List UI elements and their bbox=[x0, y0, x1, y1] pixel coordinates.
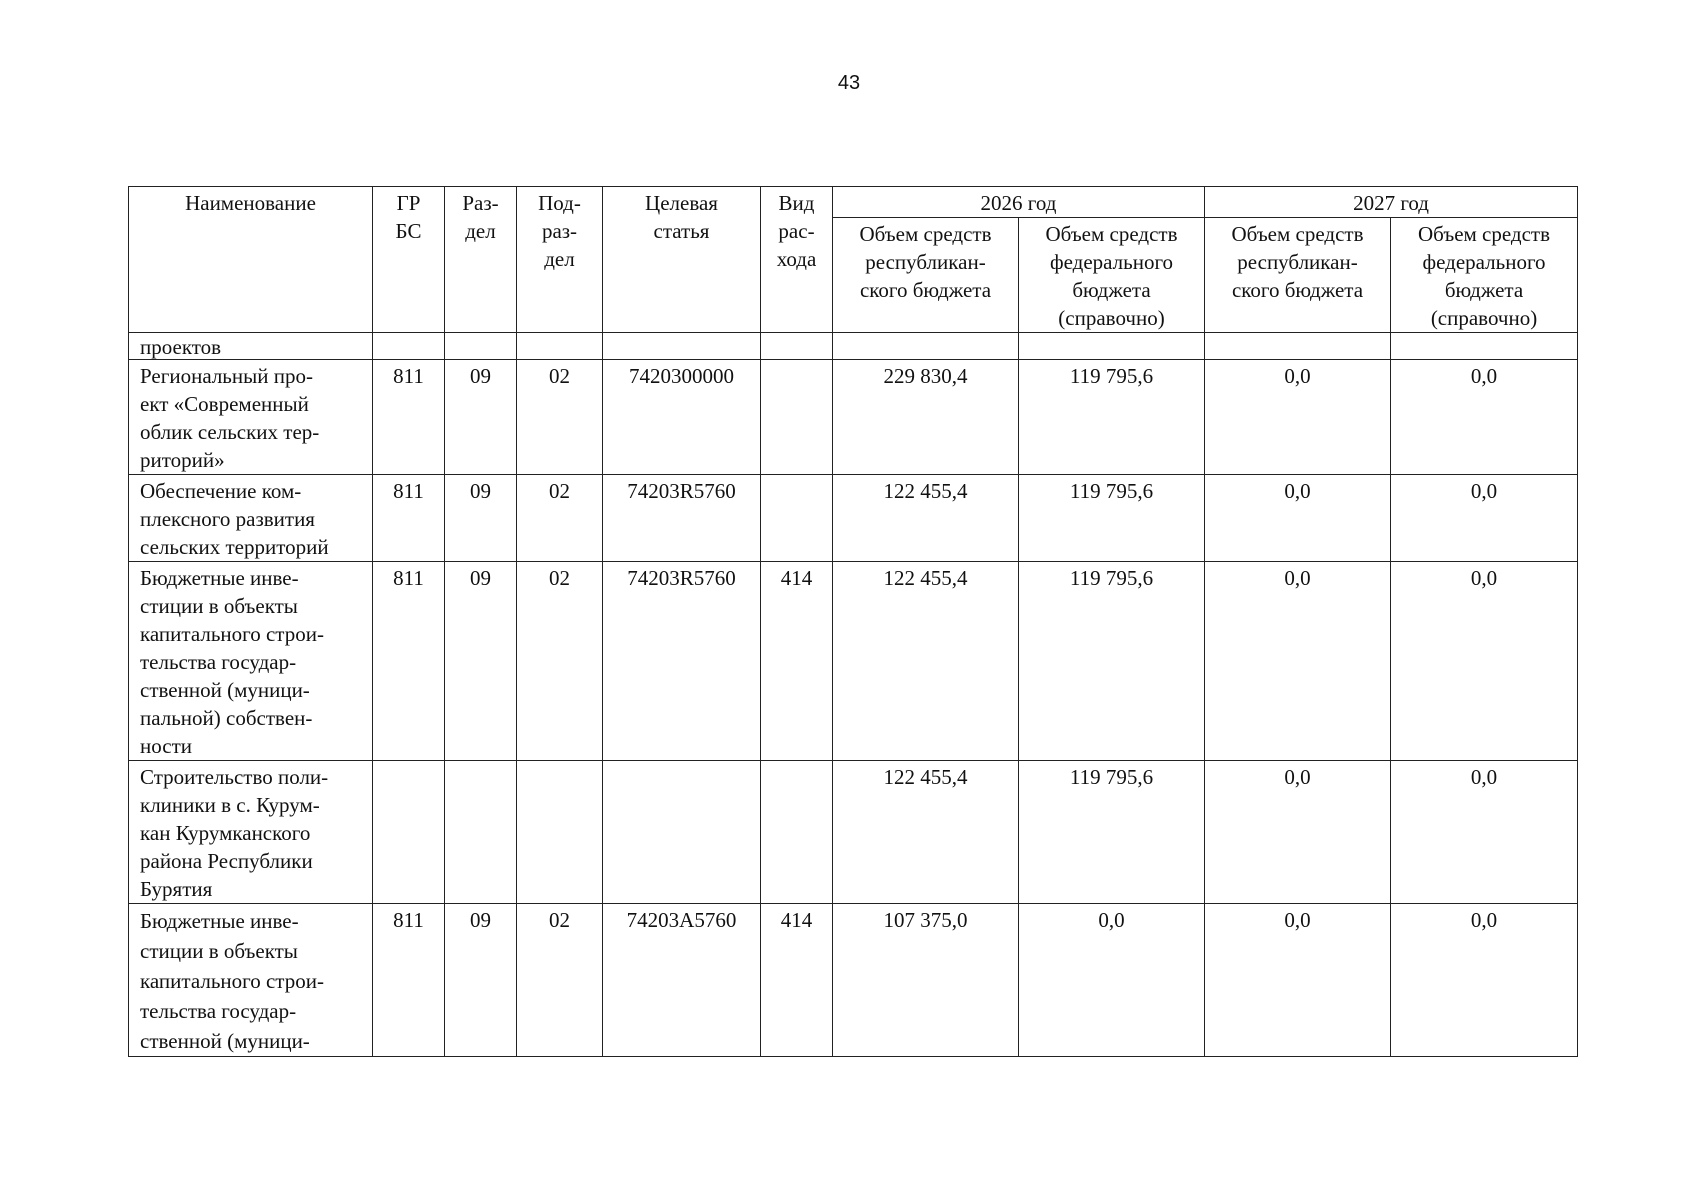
header-rep-2027-label: Объем средств республикан- ского бюджета bbox=[1231, 222, 1364, 302]
cell-vid bbox=[761, 360, 833, 475]
header-name bbox=[129, 187, 373, 333]
cell-fed-2026: 0,0 bbox=[1019, 904, 1205, 1057]
cell-celevaya: 74203R5760 bbox=[603, 562, 761, 761]
header-celevaya-label: Целевая статья bbox=[645, 191, 718, 243]
cell-fed-2026: 119 795,6 bbox=[1019, 360, 1205, 475]
header-name-label: Наименование bbox=[185, 191, 316, 215]
cell-podrazdel: 02 bbox=[517, 360, 603, 475]
header-fed-2026 bbox=[1019, 218, 1205, 333]
cell-podrazdel: 02 bbox=[517, 562, 603, 761]
cell-name bbox=[129, 475, 373, 562]
cell-razdel: 09 bbox=[445, 475, 517, 562]
cell-name-text: Обеспечение ком- плексного развития сельских территорий bbox=[140, 479, 329, 559]
cell-fed-2026: 119 795,6 bbox=[1019, 562, 1205, 761]
cell-grbs bbox=[373, 333, 445, 360]
cell-vid: 414 bbox=[761, 904, 833, 1057]
cell-razdel: 09 bbox=[445, 360, 517, 475]
header-row-top bbox=[129, 187, 1578, 218]
header-year-2027 bbox=[1205, 187, 1578, 218]
cell-rep-2026: 122 455,4 bbox=[833, 761, 1019, 904]
cell-rep-2027: 0,0 bbox=[1205, 904, 1391, 1057]
cell-name-text: Бюджетные инве- стиции в объекты капитального строи- тельства государ- ственной (муници- bbox=[140, 909, 324, 1053]
header-year-2026 bbox=[833, 187, 1205, 218]
table-row bbox=[129, 761, 1578, 904]
table-header bbox=[129, 187, 1578, 333]
header-grbs-label: ГР БС bbox=[395, 191, 422, 243]
cell-fed-2027: 0,0 bbox=[1391, 562, 1578, 761]
cell-name-text: Бюджетные инве- стиции в объекты капитального строи- тельства государ- ственной (муници- пальной) собствен- ности bbox=[140, 566, 324, 758]
cell-rep-2026: 122 455,4 bbox=[833, 475, 1019, 562]
cell-vid bbox=[761, 475, 833, 562]
cell-celevaya: 74203A5760 bbox=[603, 904, 761, 1057]
header-rep-2026 bbox=[833, 218, 1019, 333]
header-podrazdel bbox=[517, 187, 603, 333]
table-row bbox=[129, 904, 1578, 1057]
cell-rep-2026: 229 830,4 bbox=[833, 360, 1019, 475]
cell-fed-2027: 0,0 bbox=[1391, 761, 1578, 904]
cell-name bbox=[129, 904, 373, 1057]
cell-razdel: 09 bbox=[445, 562, 517, 761]
cell-rep-2027: 0,0 bbox=[1205, 360, 1391, 475]
cell-grbs: 811 bbox=[373, 360, 445, 475]
cell-grbs: 811 bbox=[373, 562, 445, 761]
cell-celevaya bbox=[603, 333, 761, 360]
cell-fed-2027: 0,0 bbox=[1391, 360, 1578, 475]
header-podrazdel-label: Под- раз- дел bbox=[538, 191, 581, 271]
cell-vid bbox=[761, 333, 833, 360]
cell-fed-2027: 0,0 bbox=[1391, 475, 1578, 562]
cell-podrazdel bbox=[517, 333, 603, 360]
cell-rep-2026: 122 455,4 bbox=[833, 562, 1019, 761]
cell-vid bbox=[761, 761, 833, 904]
cell-vid: 414 bbox=[761, 562, 833, 761]
header-fed-2026-label: Объем средств федерального бюджета (справочно) bbox=[1045, 222, 1178, 330]
cell-rep-2027: 0,0 bbox=[1205, 475, 1391, 562]
header-celevaya bbox=[603, 187, 761, 333]
header-year-2027-label: 2027 год bbox=[1353, 191, 1429, 215]
header-razdel-label: Раз- дел bbox=[462, 191, 499, 243]
cell-fed-2026 bbox=[1019, 333, 1205, 360]
table-body bbox=[129, 333, 1578, 1057]
header-fed-2027-label: Объем средств федерального бюджета (справочно) bbox=[1418, 222, 1551, 330]
header-fed-2027 bbox=[1391, 218, 1578, 333]
cell-rep-2027: 0,0 bbox=[1205, 562, 1391, 761]
cell-name-text: Региональный про- ект «Современный облик сельских тер- риторий» bbox=[140, 364, 320, 472]
table-row bbox=[129, 360, 1578, 475]
table-row bbox=[129, 333, 1578, 360]
cell-rep-2027: 0,0 bbox=[1205, 761, 1391, 904]
cell-grbs: 811 bbox=[373, 904, 445, 1057]
cell-fed-2026: 119 795,6 bbox=[1019, 475, 1205, 562]
cell-fed-2027 bbox=[1391, 333, 1578, 360]
header-rep-2026-label: Объем средств республикан- ского бюджета bbox=[859, 222, 992, 302]
cell-name bbox=[129, 761, 373, 904]
cell-name: проектов bbox=[129, 333, 373, 360]
cell-grbs: 811 bbox=[373, 475, 445, 562]
header-rep-2027 bbox=[1205, 218, 1391, 333]
cell-name bbox=[129, 562, 373, 761]
cell-podrazdel: 02 bbox=[517, 475, 603, 562]
cell-razdel: 09 bbox=[445, 904, 517, 1057]
cell-fed-2026: 119 795,6 bbox=[1019, 761, 1205, 904]
cell-name bbox=[129, 360, 373, 475]
header-vid bbox=[761, 187, 833, 333]
cell-celevaya: 74203R5760 bbox=[603, 475, 761, 562]
cell-rep-2026 bbox=[833, 333, 1019, 360]
cell-celevaya bbox=[603, 761, 761, 904]
header-vid-label: Вид рас- хода bbox=[776, 191, 817, 271]
cell-fed-2027: 0,0 bbox=[1391, 904, 1578, 1057]
cell-podrazdel bbox=[517, 761, 603, 904]
cell-podrazdel: 02 bbox=[517, 904, 603, 1057]
cell-grbs bbox=[373, 761, 445, 904]
cell-rep-2027 bbox=[1205, 333, 1391, 360]
cell-razdel bbox=[445, 333, 517, 360]
page-number: 43 bbox=[837, 72, 861, 94]
table-row bbox=[129, 475, 1578, 562]
cell-rep-2026: 107 375,0 bbox=[833, 904, 1019, 1057]
header-year-2026-label: 2026 год bbox=[980, 191, 1057, 215]
cell-celevaya: 7420300000 bbox=[603, 360, 761, 475]
table-row bbox=[129, 562, 1578, 761]
budget-table bbox=[128, 186, 1578, 1057]
header-grbs bbox=[373, 187, 445, 333]
cell-name-text: Строительство поли- клиники в с. Курум- кан Курумканского района Республики Бурятия bbox=[140, 765, 329, 901]
cell-razdel bbox=[445, 761, 517, 904]
header-razdel bbox=[445, 187, 517, 333]
